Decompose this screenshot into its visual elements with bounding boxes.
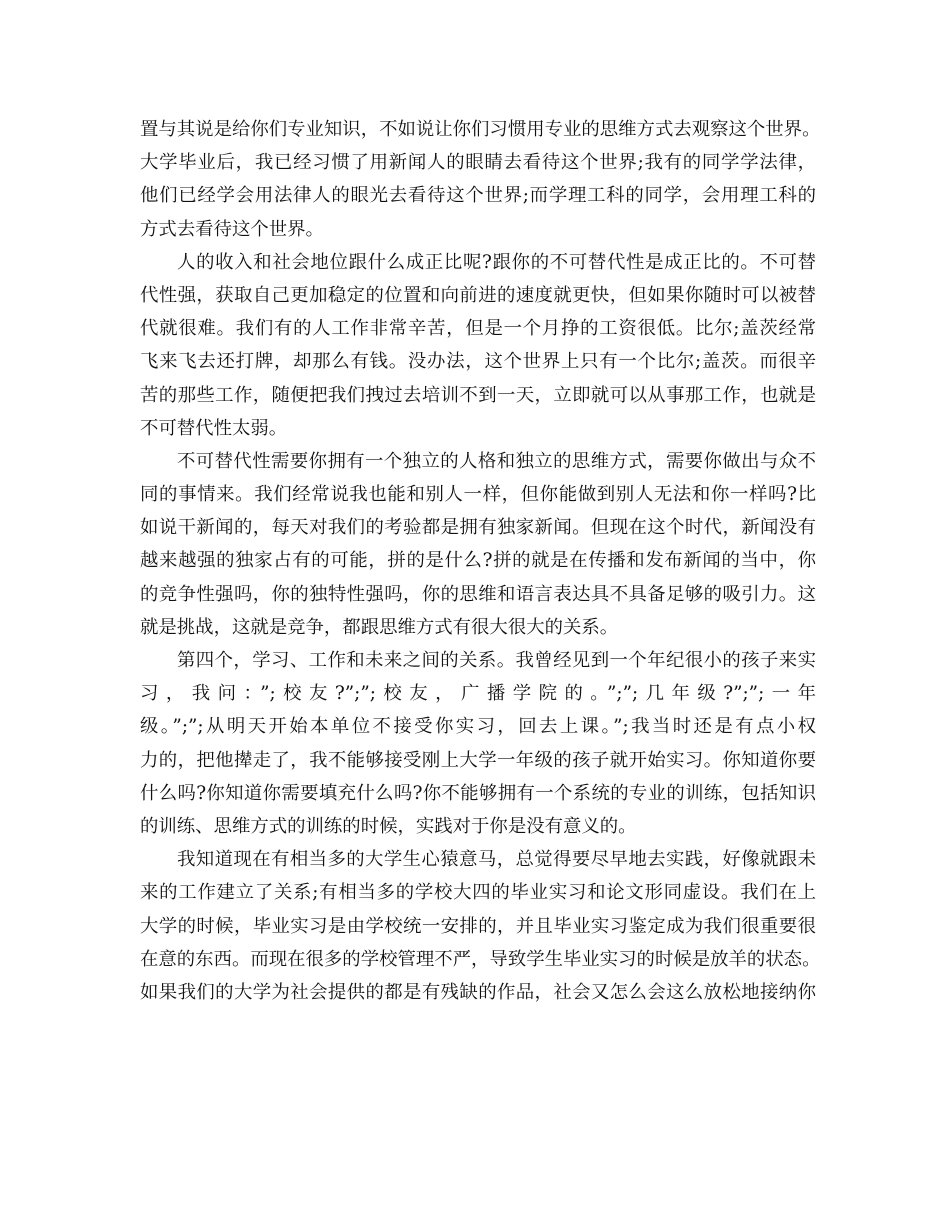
document-body xyxy=(140,113,821,1009)
text-line: 级。”;”;从明天开始本单位不接受你实习，回去上课。”;我当时还是有点小权 xyxy=(140,716,816,738)
text-line: 代性强，获取自己更加稳定的位置和向前进的速度就更快，但如果你随时可以被替 xyxy=(140,284,816,306)
text-line: 不可替代性太弱。 xyxy=(140,417,288,439)
text-line: 不可替代性需要你拥有一个独立的人格和独立的思维方式，需要你做出与众不 xyxy=(177,450,816,472)
text-line: 方式去看待这个世界。 xyxy=(140,218,324,240)
text-line: 什么吗?你知道你需要填充什么吗?你不能够拥有一个系统的专业的训练，包括知识 xyxy=(140,782,816,804)
text-line: 的竞争性强吗，你的独特性强吗，你的思维和语言表达具不具备足够的吸引力。这 xyxy=(140,583,816,605)
paragraph-4 xyxy=(140,644,816,843)
text-line: 飞来飞去还打牌，却那么有钱。没办法，这个世界上只有一个比尔;盖茨。而很辛 xyxy=(140,351,816,373)
text-line: 就是挑战，这就是竞争，都跟思维方式有很大很大的关系。 xyxy=(140,616,619,638)
text-line: 如说干新闻的，每天对我们的考验都是拥有独家新闻。但现在这个时代，新闻没有 xyxy=(140,517,816,539)
text-line: 如果我们的大学为社会提供的都是有残缺的作品，社会又怎么会这么放松地接纳你 xyxy=(140,981,816,1003)
text-line: 他们已经学会用法律人的眼光去看待这个世界;而学理工科的同学，会用理工科的 xyxy=(140,185,816,207)
paragraph-3 xyxy=(140,445,816,644)
paragraph-1 xyxy=(140,113,821,246)
text-line: 越来越强的独家占有的可能，拼的是什么?拼的就是在传播和发布新闻的当中，你 xyxy=(140,550,816,572)
text-line: 习，我问：”;校友?”;”;校友，广播学院的。”;”;几年级?”;”;一年 xyxy=(140,683,816,705)
paragraph-5 xyxy=(140,843,821,1009)
text-line: 力的，把他撵走了，我不能够接受刚上大学一年级的孩子就开始实习。你知道你要 xyxy=(140,749,816,771)
text-line: 第四个，学习、工作和未来之间的关系。我曾经见到一个年纪很小的孩子来实 xyxy=(177,650,816,671)
text-line: 大学的时候，毕业实习是由学校统一安排的，并且毕业实习鉴定成为我们很重要很 xyxy=(140,915,816,937)
paragraph-2 xyxy=(140,246,816,445)
text-line: 我知道现在有相当多的大学生心猿意马，总觉得要尽早地去实践，好像就跟未 xyxy=(177,849,816,871)
text-line: 来的工作建立了关系;有相当多的学校大四的毕业实习和论文形同虚设。我们在上 xyxy=(140,882,816,904)
text-line: 代就很难。我们有的人工作非常辛苦，但是一个月挣的工资很低。比尔;盖茨经常 xyxy=(140,318,816,340)
text-line: 大学毕业后，我已经习惯了用新闻人的眼睛去看待这个世界;我有的同学学法律， xyxy=(140,152,816,174)
text-line: 置与其说是给你们专业知识，不如说让你们习惯用专业的思维方式去观察这个世界。 xyxy=(140,119,821,140)
text-line: 同的事情来。我们经常说我也能和别人一样，但你能做到别人无法和你一样吗?比 xyxy=(140,484,816,506)
text-line: 在意的东西。而现在很多的学校管理不严，导致学生毕业实习的时候是放羊的状态。 xyxy=(140,948,821,970)
text-line: 人的收入和社会地位跟什么成正比呢?跟你的不可替代性是成正比的。不可替 xyxy=(177,251,816,273)
text-line: 的训练、思维方式的训练的时候，实践对于你是没有意义的。 xyxy=(140,815,637,837)
text-line: 苦的那些工作，随便把我们拽过去培训不到一天，立即就可以从事那工作，也就是 xyxy=(140,384,816,406)
